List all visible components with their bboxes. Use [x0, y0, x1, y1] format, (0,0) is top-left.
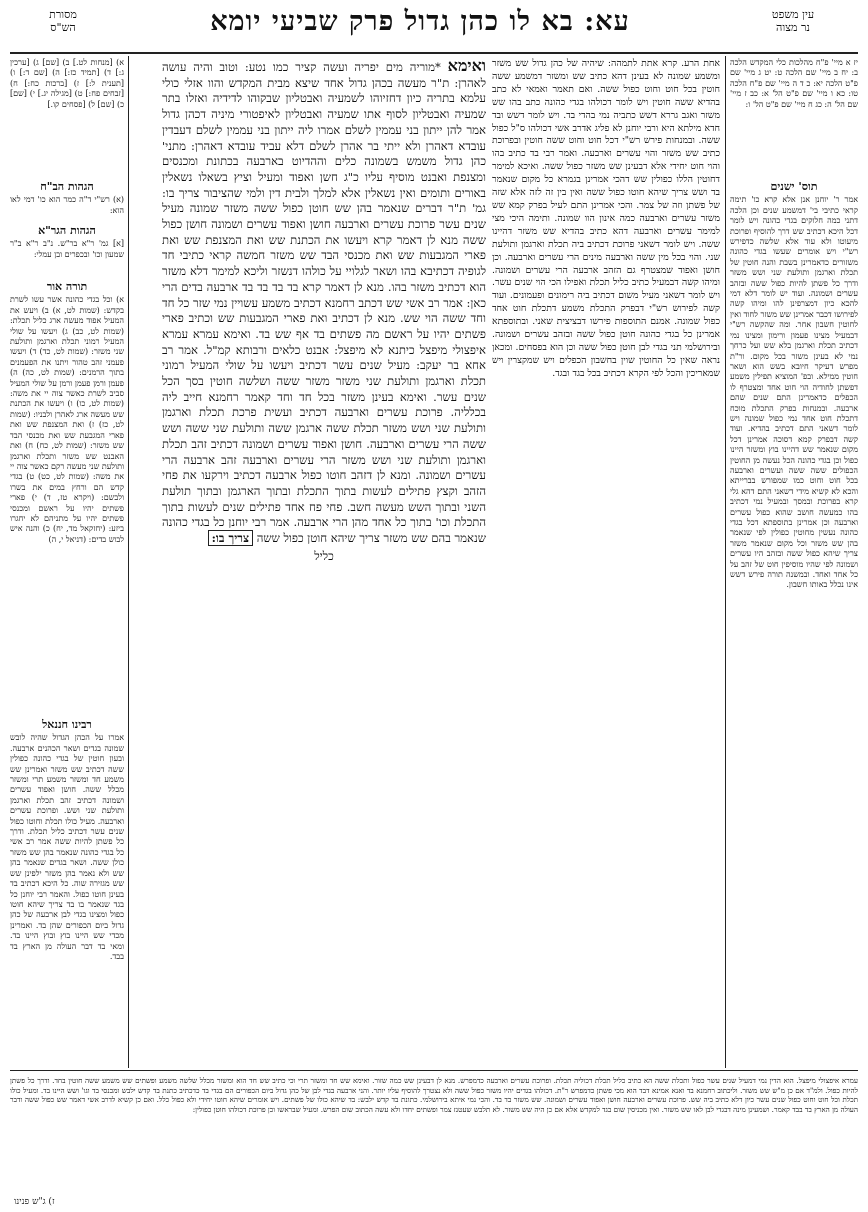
gemara-main-text	[162, 58, 486, 1068]
gemara-end: כליל	[314, 548, 334, 563]
rabbenu-chananel-text: אמרו על הכהן הגדול שהיה לובש שמונה בגדים ושאר הכהנים ארבעה. ובעון חוטין של בגדי כהונה כפולין ששה דכתיב שש משזר ואמרינן שש משמע חד ומשזר משמע תרי ומשזר מכלל ששה. חושן ואפוד עשרים ושמונה דכתיב זהב תכלת וארגמן ותולעת שני ושש. ופרוכת עשרים וארבעה. מעיל כולו תכלת וחוטו כפול שנים עשר דכתיב כליל תכלת. ודרך כל פשתן להיות ששה אמר רב אשי כל בגדי כהונה שנאמר בהן שש משזר כולן ששה. ושאר בגדים שנאמר בהן שש ולא נאמר בהן משזר ילפינן שש שש מגזירה שוה. כל היכא דכתיב בד בעינן חוטו כפול. והאמר רבי יוחנן כל בגד שנאמר בו בד צריך שיהא חוטו כפול ומצינו בגדי לבן ארבעה של כהן גדול ביום הכפורים שהן בד. ואמרינן מכדי שש היינו בוץ ובוץ היינו בד. ומאי בד דבר העולה מן הארץ בד בבד.	[10, 733, 124, 961]
hagra-text: [א] גמ' ר"א בר"ש. נ"ב ר"א ב"ר שמעון וכו' ובכפרים ובן עמלי:	[10, 239, 124, 259]
torah-or-text: א) וכל בגדי כהונה אשר עשו לשרת בקדש: (שמות לט, א) ב) ויעש את המעיל אפוד מעשה ארג כליל תכלת: (שמות לט, כב) ג) ויעשו על שולי המעיל רמוני תכלת וארגמן ותולעת שני משזר: (שמות לט, כד) ד) ויעשו פעמני זהב טהור ויתנו את הפעמנים בתוך הרמנים: (שמות לט, כה) ה) פעמן ורמן פעמן ורמן על שולי המעיל סביב לשרת כאשר צוה יי את משה: (שמות לט, כו) ו) ויעשו את הכתנת שש מעשה ארג לאהרן ולבניו: (שמות לט, כז) ז) ואת המצנפת שש ואת פארי המגבעת שש ואת מכנסי הבד שש משזר: (שמות לט, כח) ח) ואת האבנט שש משזר ותכלת וארגמן ותולעת שני מעשה רקם כאשר צוה יי את משה: (שמות לט, כט) ט) בגדי קדש הם ורחץ במים את בשרו ולבשם: (ויקרא טז, ד) י) פארי פשתים יהיו על ראשם ומכנסי פשתים יהיו על מתניהם לא יחגרו ביזע: (יחזקאל מד, יח) כ) והנה איש לבוש בדים: (דניאל י, ה)	[10, 295, 124, 544]
tosafot-text: אמר ר' יוחנן אנן אלא קרא כו' תימה קראי כתיבי בי' דמשמע שנים וכן הלכה דתני כמה חלוקים בגדי כהונה ויש לומר דכל היכא דכתיב שש דרך להוסיף ופרוכת מיעוטו ולא עוד אלא שלשה כדפירש רש"י ויש אומרים שעשו בגדי כהונה משזורים כדאמרינן בשבת והנה חוטין של תכלת וארגמן ותולעת שני ושש משזר ודרך כל פשתן להיות כפול ששה ובזהב עשרים ושמונה. ועוד יש לומר דלא דמי להכא כיון דמצרפינן להו ומיהו קשה לפירושו דכבר אמרינן שש משזר לחוד ואין לחוטין חשבון אחר. ומה שהקשה רש"י דבמעיל מצינו פעמון ורימון ומצינו נמי דכתיב תכלת וארגמן בלא שש ועל כרחך נמי לא בעינן משזר בכל מקום. ור"ת מפרש דעיקר חיובא בשש הוא ושאר חוטין ממילא. ובפ' המוציא תפילין משמע דפשתן לחודיה הוי חוט אחד ומצטרף לו הכפלים כדאמרינן התם שנים שהם ארבעה. ובמנחות בפרק התכלת מוכח דתכלת חוט אחד נמי כפול שמונה ויש לומר דשאני התם דכתיב בהדיא. ועוד קשה דבפרק קמא דסוכה אמרינן דכל מקום שנאמר שש דהיינו בוץ ומשזר היינו כפול וכן בגדי כהונה הכל נעשה מן החוטין הכפולים ששה ששה ועשרים וארבעה בכל חוט וחוט כמו שמפורש בברייתא והכא לא קשיא מידי דשאני התם דהא גלי קרא בפרוכת ובמסך ובמעיל נמי דכתיב בהו כמעשה חושב שהוא כפול עשרים וארבעה וכן אמרינן בתוספתא דכל בגדי כהונה נעשין מחוטין כפולין לפי שנאמר בהן שש משזר וכל מקום שנאמר משזר צריך שיהא כפול ששה ובזהב היו עשרים ושמונה לפי שהיו מוסיפין חוט של זהב על כל אחד ואחד. ובמשנה תורה פירש דשש אינו נכלל באותו חשבון.	[730, 195, 858, 590]
hagra-heading: הגהות הגר"א	[38, 224, 96, 237]
habach-heading: הגהות הב"ח	[40, 180, 94, 193]
inner-right-commentary	[492, 58, 720, 1066]
gemara-body: *מוריה מים יפריה ועשה קציר כמו נטע: וטוב והיה עושה לאהרן: ת"ר מעשה בכהן גדול אחד שיצא מבית המקדש והוו אזלי כולי עלמא בתריה כיון דחזיוהו לשמעיה ואבטליון שבקוהו לדידיה ואזלו בתר שמעיה ואבטליון לסוף אתו שמעיה ואבטליון לאיפטורי מיניה דכהן גדול אמר להן ייתון בני עממין לשלם אמרו ליה ייתון בני עממין לשלם דעבדין עובדא דאהרן ולא ייתי בר אהרן לשלם דלא עביד עובדא דאהרן: מתני' כהן גדול משמש בשמונה כלים וההדיוט בארבעה בכתונת ומכנסים ומצנפת ואבנט מוסיף עליו כ"ג חשן ואפוד ומעיל וציץ בשאלו נשאלין באורים ותומים ואין נשאלין אלא למלך ולבית דין ולמי שהציבור צריך בו: גמ' ת"ר דברים שנאמר בהן שש חוטן כפול ששה משזר שמונה מעיל שנים עשר פרוכת עשרים וארבעה חושן ואפוד עשרים ושמונה חושן כפול ששה מנא לן דאמר קרא ויעשו את הכתנת שש ואת המצנפת שש ואת פארי המגבעות שש ואת מכנסי הבד שש משזר חמשה קראי כתיבי חד לגופיה דכתיבא בהו ושאר לגלויי על כולהו דנשזר וליכא למימר דלא משזר הוא דכתיב משזר בהו. מנא לן דאמר קרא בד בד בד בד ארבעה בדים הרי כאן: אמר רב אשי שש דכתב רחמנא דכתיב משמע עשויין נמי שזר כל חד וחד ששה הוי שש. מנא לן דכתיב ואת פארי המגבעות שש וכתיב פארי פשתים יהיו על ראשם מה פשתים בד אף שש בד. ואימא עמרא עמרא איפצולי מיפצל כיתנא לא מיפצל: אבנט כלאים ורבותא קמ"ל. אמר רב אחא בר יעקב: מעיל שנים עשר דכתיב ויעשו על שולי המעיל רמוני תכלת וארגמן ותולעת שני משזר משזר ששה ושלשה חוטין בסך הכל שנים עשר. ואימא בעינן משזר בכל חד וחד קאמר רחמנא חייב ליה בכלליה. פרוכת עשרים וארבעה דכתיב ועשית פרכת תכלת וארגמן ותולעת שני ושש משזר תכלת ששה ארגמן ששה ותולעת שני ששה ושש ששה הרי עשרים וארבעה. חושן ואפוד עשרים ושמונה דכתיב זהב תכלת וארגמן ותולעת שני ושש משזר הרי עשרים וארבעה זהב ארבעה הרי עשרים ושמונה. ומנא לן דזהב חוטו כפול ארבעה דכתיב וירקעו את פחי הזהב וקצץ פתילים לעשות בתוך התכלת ובתוך הארגמן ובתוך תולעת השני ובתוך השש מעשה חשב. פחי פח אחד פתילים שנים לעשות בתוך התכלת וכו' בתוך כל אחד מהן הרי ארבעה. אמר רבי יוחנן כל בגדי כהונה שנאמר בהם שש משזר צריך שיהא חוטן כפול ששה	[162, 60, 486, 546]
ein-mishpat-text: יז א מיי' פ"ח מהלכות כלי המקדש הלכה ב: יח ב מיי' שם הלכה ט: יט ג מיי' שם פ"ט הלכה יא: כ ד ה מיי' שם פ"ח הלכה טו: כא ו מיי' שם פ"ט הל' א: כב ז מיי' שם הל' ה: כג ח מיי' שם פ"ט הל' ו:	[730, 58, 858, 109]
page-header	[0, 0, 868, 52]
hagahot-habach	[10, 178, 124, 218]
tosafot-column	[730, 178, 858, 1066]
footer-rule	[10, 1070, 858, 1071]
rabbenu-chananel-heading: רבינו חננאל	[42, 718, 92, 731]
opening-word: ואימא	[447, 58, 486, 75]
inner-right-text: אחת הרע. קרא אתת לתמהה: שיהיה של כהן גדול שש משזר ומשמע שמונה לא בעינן דהא כתיב שש ומשזר דמשמע ששה חוטין בכל חוט וחוט כפול ששה. ואם תאמר ואמאי לא כתב בהדיא ששה חוטין ויש לומר דכולהו בגדי כהונה כתב בהו שש משזר ואגב גררא דשש כתביה נמי בהדי בד. ויש לומר דשש ובד חדא מילתא היא ורבי יוחנן לא פליג אדרב אשי דכולהו ס"ל כפול ששה. ובמנחות פירש רש"י דכל חוט וחוט ששה חוטין ובפרוכת כתיב שש משזר והוי עשרים וארבעה. ואמר רבי בד כתיב בהו והוי חוט יחידי אלא דבעינן שש משזר כפול ששה. ואיכא למימר דחוטין הללו כפולין שש דהכי אמרינן בגמרא כל מקום שנאמר בד ושש צריך שיהא חוטו כפול ששה ואין בין זה לזה אלא שזה של פשתן וזה של צמר. והכי אמרינן התם לעיל בפרק קמא שש משזר עשרים וארבעה כמה אינון הוו שמונה. ותימה היכי מצי למימר עשרים וארבעה דהא כתיב בהדיא שש משזר דהיינו ששה. ויש לומר דשאני פרוכת דכתיב ביה תכלת וארגמן ותולעת שני. והוי בכל מין ששה וארבעה מינים הרי עשרים וארבעה. וכן חושן ואפוד שמצטרף גם הזהב ארבעה הרי עשרים ושמונה. ומיהו קשה דבמעיל כתיב כליל תכלת ואפילו הכי הוי שנים עשר. ויש לומר דשאני מעיל משום דכתיב ביה רימונים ופעמונים. ועוד קשה לפירוש רש"י דבפרק התכלת משמע דתכלת חוט אחד כפול שמונה. אמנם התוספות פירשו דבציצית שאני. ובתוספתא אמרינן כל בגדי כהונה חוטן כפול ששה ובזהב עשרים ושמונה. ובירושלמי תני בגדי לבן חוטן כפול ששה וכן הוא בפסחים. ומכאן נראה שאין כל החוטין שוין בחשבון הכפלים ויש שמקצרין ויש שמאריכין והכל לפי הקרא דכתיב בכל בגד ובגד.	[492, 58, 720, 379]
mesoret-column	[10, 58, 124, 178]
page-footer-note: ז) ג"ש פנינו	[14, 1197, 55, 1207]
torah-or-heading: תורה אור	[46, 280, 88, 293]
right-column-rule	[725, 56, 726, 1068]
mesoret-text: א) [מנחות לט.] ב) [שם] ג) [ערכין ג:] ד) [תמיד כז:] ה) [שם ד:] ו) [תענית ל:] ז) [ברכות כח:] ח) [זבחים פח:] ט) [מגילה יג.] י) [שם] כ) [שם] ל) [פסחים קו.]	[10, 58, 124, 109]
hagahot-hagra	[10, 222, 124, 274]
ein-mishpat-label: עין משפט נר מצוה	[771, 8, 815, 34]
rabbenu-chananel-column	[10, 716, 124, 1066]
ein-mishpat-column	[730, 58, 858, 176]
left-column-rule	[128, 56, 129, 1068]
tosafot-heading: תוס' ישנים	[770, 180, 818, 193]
habach-text: (א) רש"י ד"ה כמר הוא כו' דמי לאו הוא:	[10, 195, 124, 215]
page-title: עא: בא לו כהן גדול פרק שביעי יומא	[210, 6, 630, 37]
torah-or-column	[10, 278, 124, 714]
mesoret-label: מסורת הש"ס	[49, 8, 77, 34]
bottom-commentary-text: עמרא איפצולי מיפצל. הוא הדין נמי דמעיל שנים עשר כפול ותכלת ששה הא כתיב כליל תכלת דכוליה תכלת. ופרוכת עשרים וארבעה כדמפרש. מנא לן דבעינן שש כמה שזור. ואימא שש חד ומשזר תרי וכי כתיב שש חד הוא ומשזר מכלל שלשה משמע ופשתים שש משמע ששה חוטין בחד. ודרך כל פשתן להיות כפול. ולמ"ד אם כן מ"ש שש משזר. וליכתוב רחמנא בד ואנא אמינא דבד הוא מכי פשתן כדמפרש ר"ת. דכולהו בגדים יהיו משזר כפול ששה ולא נצטרך להוסיף עליו יותר. והני ארבעה בגדי לבן של כהן גדול ביום הכפורים הם בגדי בד כדכתיב כתנת בד קדש ילבש ומכנסי בד וגו' ושש היינו בד. ומעיל כולו תכלת וכל חוט וחוט כפול שנים עשר כיון דלא כתיב ביה שש. פרוכת עשרים וארבעה חושן ואפוד עשרים ושמונה. שש משזר בד בד. והכי נמי איתא בירושלמי. כתונת בד קדש ילבש: בד שיהא כולו של פשתים. ויש אומרים שיהא חוטו יחידי ולא כפול כלל. ואם כן קשיא לדרב אשי דאמר שש כפול ששה ודבר העולה מן הארץ בד בבד קאמר. ושמעינן מינה דבגדי לבן לאו שש משזר. ואין מכניסין שום בגד למקדש אלא אם כן היה שש משזר. לא תלבש שעטנז צמר ופשתים יחדו ולא עשה הכתוב שום הפרש. ומעיל שבראשו וכן פרוכת דכולהו חוטן כפולין:	[10, 1076, 858, 1114]
bottom-commentary	[10, 1076, 858, 1194]
highlighted-phrase: צריך בו:	[208, 530, 253, 546]
header-rule	[10, 52, 858, 54]
